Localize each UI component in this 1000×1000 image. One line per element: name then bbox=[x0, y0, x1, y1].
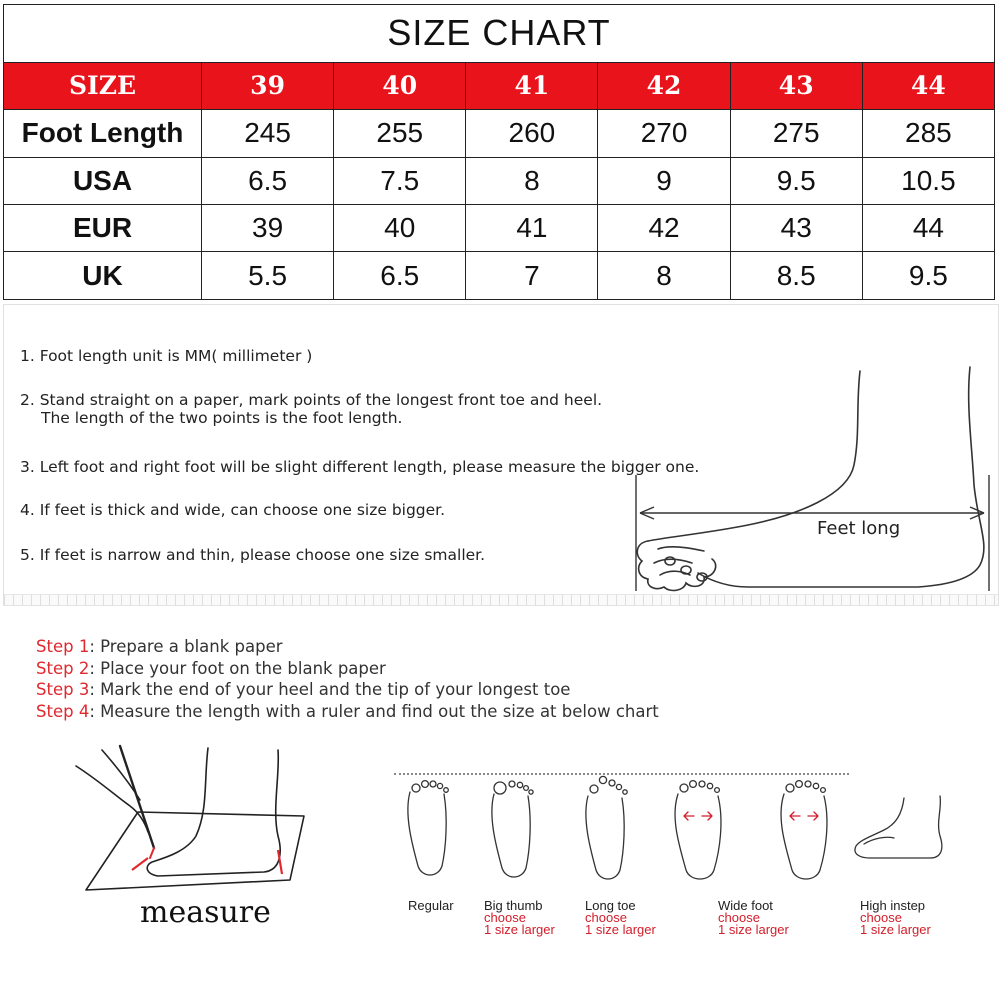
step-item bbox=[36, 658, 659, 680]
table-cell: 7 bbox=[466, 252, 598, 300]
table-cell: 5.5 bbox=[202, 252, 334, 300]
table-cell: 10.5 bbox=[862, 157, 994, 204]
table-cell: 9.5 bbox=[862, 252, 994, 300]
foot-type-name: Big thumb bbox=[484, 898, 543, 913]
size-chart-title: SIZE CHART bbox=[4, 5, 995, 63]
table-cell: 260 bbox=[466, 110, 598, 157]
size-header-cell: 42 bbox=[598, 62, 730, 109]
note-item bbox=[20, 546, 485, 564]
instructions-panel bbox=[3, 304, 999, 606]
table-cell: 255 bbox=[334, 110, 466, 157]
size-header-cell: 41 bbox=[466, 62, 598, 109]
feet-long-label: Feet long bbox=[817, 518, 901, 539]
foot-type-name: Regular bbox=[408, 898, 454, 913]
step-text: : Mark the end of your heel and the tip of your longest toe bbox=[89, 680, 571, 699]
note-text: 2. Stand straight on a paper, mark points of the longest front toe and heel. bbox=[20, 391, 603, 409]
table-cell: 7.5 bbox=[334, 157, 466, 204]
note-item bbox=[20, 501, 445, 519]
table-row bbox=[4, 157, 995, 204]
table-cell: 8 bbox=[466, 157, 598, 204]
table-cell: 41 bbox=[466, 204, 598, 251]
foot-type-wide-foot bbox=[718, 900, 789, 936]
table-cell: 8 bbox=[598, 252, 730, 300]
note-text: 5. If feet is narrow and thin, please choose one size smaller. bbox=[20, 546, 486, 564]
step-text: : Prepare a blank paper bbox=[89, 637, 283, 656]
table-row bbox=[4, 252, 995, 300]
step-label: Step 1 bbox=[36, 637, 90, 656]
note-text: 4. If feet is thick and wide, can choose one size bigger. bbox=[20, 501, 446, 519]
note-continuation: The length of the two points is the foot length. bbox=[41, 409, 403, 427]
foot-type-advice: 1 size larger bbox=[718, 922, 789, 937]
step-item bbox=[36, 679, 659, 701]
foot-type-choose: choose bbox=[718, 910, 760, 925]
row-label: EUR bbox=[4, 204, 202, 251]
ruler-strip bbox=[4, 594, 998, 605]
foot-type-long-toe bbox=[585, 900, 656, 936]
note-text: 1. Foot length unit is MM( millimeter ) bbox=[20, 347, 313, 365]
foot-type-choose: choose bbox=[585, 910, 627, 925]
table-cell: 275 bbox=[730, 110, 862, 157]
step-label: Step 4 bbox=[36, 701, 90, 721]
step-label: Step 3 bbox=[36, 680, 90, 699]
table-cell: 39 bbox=[202, 204, 334, 251]
foot-type-choose: choose bbox=[484, 910, 526, 925]
table-cell: 8.5 bbox=[730, 252, 862, 300]
measure-foot-illustration bbox=[68, 740, 328, 900]
foot-type-advice: 1 size larger bbox=[585, 922, 656, 937]
table-cell: 42 bbox=[598, 204, 730, 251]
table-cell: 245 bbox=[202, 110, 334, 157]
row-label: Foot Length bbox=[4, 110, 202, 157]
foot-type-name: Long toe bbox=[585, 898, 636, 913]
foot-type-advice: 1 size larger bbox=[484, 922, 555, 937]
table-row bbox=[4, 110, 995, 157]
table-cell: 9.5 bbox=[730, 157, 862, 204]
size-header-cell: 40 bbox=[334, 62, 466, 109]
table-row bbox=[4, 204, 995, 251]
step-text: : Place your foot on the blank paper bbox=[89, 658, 386, 678]
foot-types-illustration bbox=[394, 774, 954, 890]
row-label: USA bbox=[4, 157, 202, 204]
steps-list bbox=[36, 636, 659, 722]
step-item bbox=[36, 636, 659, 658]
foot-type-regular bbox=[408, 900, 454, 912]
foot-type-name: High instep bbox=[860, 898, 926, 913]
foot-type-name: Wide foot bbox=[718, 898, 773, 913]
table-cell: 6.5 bbox=[202, 157, 334, 204]
note-text: 3. Left foot and right foot will be slight different length, please measure the bigger one. bbox=[20, 458, 700, 476]
size-header-cell: 43 bbox=[730, 62, 862, 109]
table-cell: 43 bbox=[730, 204, 862, 251]
foot-type-high-instep bbox=[860, 900, 931, 936]
note-item bbox=[20, 391, 602, 427]
size-header-cell: 39 bbox=[202, 62, 334, 109]
size-chart-table bbox=[3, 4, 995, 300]
step-label: Step 2 bbox=[36, 658, 90, 678]
table-cell: 40 bbox=[334, 204, 466, 251]
step-text: : Measure the length with a ruler and find out the size at below chart bbox=[89, 701, 659, 721]
foot-type-big-thumb bbox=[484, 900, 555, 936]
note-item bbox=[20, 458, 699, 476]
note-item bbox=[20, 347, 312, 365]
table-cell: 9 bbox=[598, 157, 730, 204]
measure-label: measure bbox=[140, 895, 271, 930]
table-cell: 6.5 bbox=[334, 252, 466, 300]
table-cell: 270 bbox=[598, 110, 730, 157]
step-item bbox=[36, 701, 659, 723]
foot-type-choose: choose bbox=[860, 910, 902, 925]
row-label: UK bbox=[4, 252, 202, 300]
size-header-cell: 44 bbox=[862, 62, 994, 109]
foot-type-advice: 1 size larger bbox=[860, 922, 931, 937]
table-cell: 285 bbox=[862, 110, 994, 157]
table-cell: 44 bbox=[862, 204, 994, 251]
size-header-row bbox=[4, 62, 995, 109]
foot-side-view-illustration bbox=[628, 365, 998, 595]
size-header-label: SIZE bbox=[4, 62, 202, 109]
